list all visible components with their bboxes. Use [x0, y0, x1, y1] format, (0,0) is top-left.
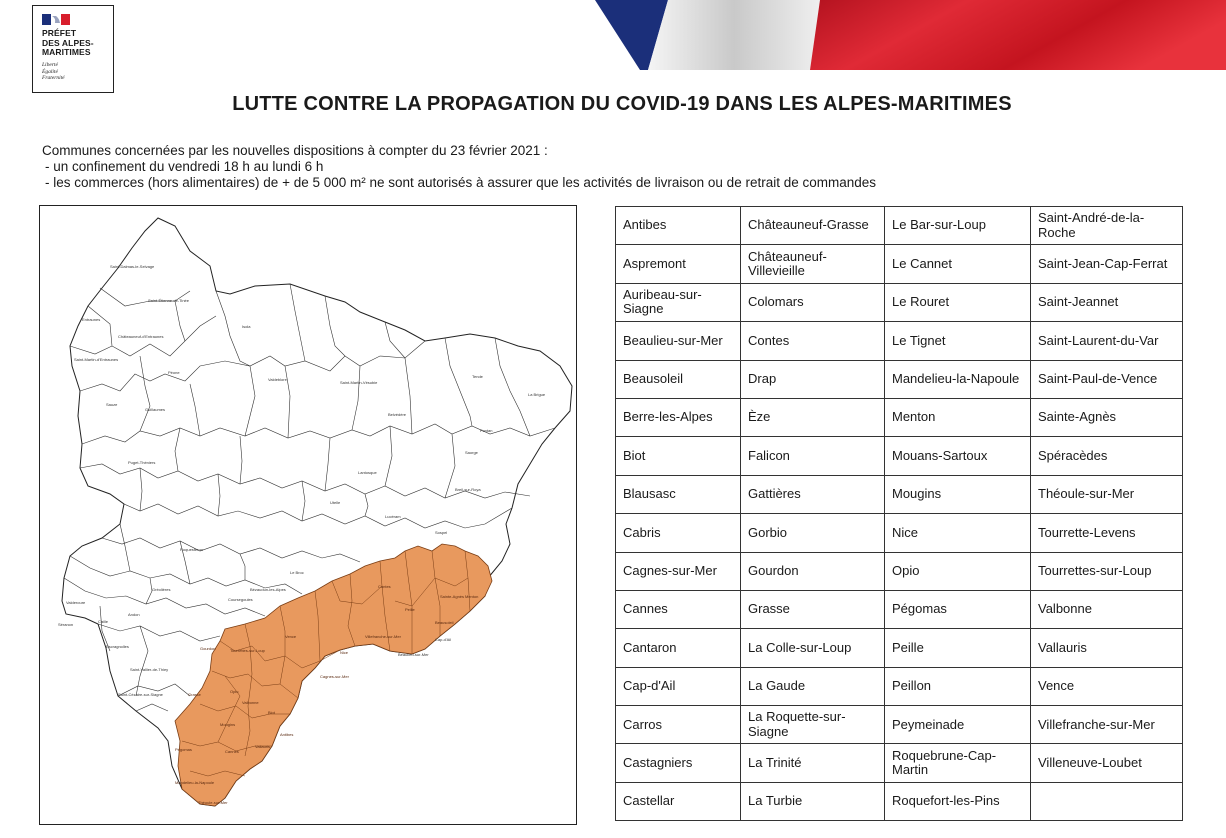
map-label: Entraunes — [82, 317, 101, 322]
table-cell: Carros — [616, 706, 741, 744]
table-cell: La Gaude — [741, 667, 885, 705]
map-label: Sainte-Agnès — [440, 594, 465, 599]
table-row — [616, 706, 1183, 744]
table-cell: La Colle-sur-Loup — [741, 629, 885, 667]
map-label: Isola — [242, 324, 251, 329]
table-row — [616, 667, 1183, 705]
map-label: Péone — [168, 370, 180, 375]
map-label: Mandelieu-la-Napoule — [175, 780, 215, 785]
table-cell: Le Cannet — [885, 245, 1031, 283]
map-label: Contes — [378, 584, 391, 589]
map-label: Saint-Vallier-de-Thiey — [130, 667, 169, 672]
table-cell: Spéracèdes — [1031, 437, 1183, 475]
department-map — [39, 205, 577, 825]
table-cell: Saint-Jeannet — [1031, 283, 1183, 321]
table-cell: Gattières — [741, 475, 885, 513]
table-cell: Valbonne — [1031, 590, 1183, 628]
map-label: Vallauris — [255, 744, 271, 749]
map-label: Châteauneuf-d'Entraunes — [118, 334, 164, 339]
map-label: Sauze — [106, 402, 118, 407]
logo-title-line: DES ALPES- — [42, 37, 94, 48]
map-label: Vence — [285, 634, 297, 639]
table-cell: Mougins — [885, 475, 1031, 513]
table-cell: Peille — [885, 629, 1031, 667]
map-label: Saint-Martin-Vésubie — [340, 380, 378, 385]
map-label: Andon — [128, 612, 140, 617]
table-cell: Le Bar-sur-Loup — [885, 207, 1031, 245]
table-cell: Saint-Jean-Cap-Ferrat — [1031, 245, 1183, 283]
prefecture-logo — [32, 5, 114, 93]
table-cell: Castagniers — [616, 744, 741, 782]
logo-motto-line: Égalité — [42, 68, 58, 75]
map-label: Puget-Théniers — [128, 460, 156, 465]
table-row — [616, 782, 1183, 820]
table-cell: Aspremont — [616, 245, 741, 283]
table-cell: Blausasc — [616, 475, 741, 513]
table-cell: Le Rouret — [885, 283, 1031, 321]
department-outline — [62, 218, 572, 806]
intro-line: - un confinement du vendredi 18 h au lundi 6 h — [45, 159, 324, 174]
table-cell: Villeneuve-Loubet — [1031, 744, 1183, 782]
table-cell: Colomars — [741, 283, 885, 321]
table-cell: Peymeinade — [885, 706, 1031, 744]
table-cell: La Roquette-sur-Siagne — [741, 706, 885, 744]
table-cell: Tourrette-Levens — [1031, 514, 1183, 552]
table-cell: Cap-d'Ail — [616, 667, 741, 705]
map-label: Bézaudun-les-Alpes — [250, 587, 286, 592]
table-cell: Contes — [741, 322, 885, 360]
logo-motto-line: Liberté — [42, 62, 58, 68]
table-cell: Mandelieu-la-Napoule — [885, 360, 1031, 398]
map-label: La Brigue — [528, 392, 546, 397]
map-label: Le Broc — [290, 570, 304, 575]
table-row — [616, 322, 1183, 360]
map-label: Menton — [465, 594, 479, 599]
map-label: Gourdon — [200, 646, 216, 651]
table-row — [616, 207, 1183, 245]
table-cell: Cantaron — [616, 629, 741, 667]
table-row — [616, 475, 1183, 513]
table-cell: Cagnes-sur-Mer — [616, 552, 741, 590]
map-label: Lucéram — [385, 514, 401, 519]
table-cell: Nice — [885, 514, 1031, 552]
table-row — [616, 629, 1183, 667]
map-label: Valderoure — [66, 600, 86, 605]
map-label: Guillaumes — [145, 407, 166, 412]
table-cell: Châteauneuf-Grasse — [741, 207, 885, 245]
map-label: Caille — [98, 619, 109, 624]
map-label: Beaulieu-sur-Mer — [398, 652, 429, 657]
map-label: Nice — [340, 650, 349, 655]
map-label: Antibes — [280, 732, 294, 737]
map-label: Saint-Dalmas-le-Selvage — [110, 264, 155, 269]
table-cell: Beausoleil — [616, 360, 741, 398]
table-cell: La Turbie — [741, 782, 885, 820]
table-cell: Gourdon — [741, 552, 885, 590]
table-row — [616, 744, 1183, 782]
table-cell: Villefranche-sur-Mer — [1031, 706, 1183, 744]
map-label: Gréolières — [152, 587, 171, 592]
intro-line: - les commerces (hors alimentaires) de + de 5 000 m² ne sont autorisés à assurer que les activités de livraison ou de retrait de commandes — [45, 175, 877, 190]
table-cell: Castellar — [616, 782, 741, 820]
map-label: Théoule-sur-Mer — [198, 800, 228, 805]
table-cell: Mouans-Sartoux — [885, 437, 1031, 475]
map-label: Saint-Martin-d'Entraunes — [74, 357, 119, 362]
map-label: Saint-Cézaire-sur-Siagne — [118, 692, 163, 697]
map-label: Grasse — [188, 692, 201, 697]
map-label: Breil-sur-Roya — [455, 487, 481, 492]
map-label: Tourrettes-sur-Loup — [230, 648, 265, 653]
map-label: Valdeblore — [268, 377, 287, 382]
table-cell: Sainte-Agnès — [1031, 398, 1183, 436]
table-row — [616, 437, 1183, 475]
flag-banner — [0, 0, 1226, 70]
map-label: Saorge — [465, 450, 478, 455]
logo-title-line: MARITIMES — [42, 47, 91, 57]
map-label: Escragnolles — [106, 644, 129, 649]
map-label: Utelle — [330, 500, 341, 505]
table-cell: Beaulieu-sur-Mer — [616, 322, 741, 360]
table-cell: Gorbio — [741, 514, 885, 552]
table-cell: Cannes — [616, 590, 741, 628]
table-cell: Peillon — [885, 667, 1031, 705]
map-label: Valbonne — [242, 700, 259, 705]
map-label: Cagnes-sur-Mer — [320, 674, 349, 679]
intro-text — [42, 143, 876, 191]
table-row — [616, 552, 1183, 590]
communes-table — [615, 206, 1183, 821]
table-cell: Auribeau-sur-Siagne — [616, 283, 741, 321]
map-label: Villefranche-sur-Mer — [365, 634, 401, 639]
logo-motto — [42, 62, 65, 82]
map-label: Sospel — [435, 530, 448, 535]
communes-table-body — [616, 207, 1183, 821]
intro-line: Communes concernées par les nouvelles dispositions à compter du 23 février 2021 : — [42, 143, 548, 158]
table-row — [616, 360, 1183, 398]
table-cell: Menton — [885, 398, 1031, 436]
page-title: LUTTE CONTRE LA PROPAGATION DU COVID-19 DANS LES ALPES-MARITIMES — [232, 93, 1012, 115]
marianne-flag-icon — [42, 14, 70, 25]
table-cell: Opio — [885, 552, 1031, 590]
table-row — [616, 590, 1183, 628]
map-label: Roquesteron — [180, 547, 203, 552]
table-cell: Berre-les-Alpes — [616, 398, 741, 436]
map-label: Cannes — [225, 749, 239, 754]
table-cell: Saint-André-de-la-Roche — [1031, 207, 1183, 245]
table-cell: Vallauris — [1031, 629, 1183, 667]
table-cell: Saint-Paul-de-Vence — [1031, 360, 1183, 398]
map-label: Fontan — [480, 428, 493, 433]
table-cell: La Trinité — [741, 744, 885, 782]
map-label: Séranon — [58, 622, 74, 627]
map-label: Cap-d'Ail — [435, 637, 452, 642]
table-cell: Théoule-sur-Mer — [1031, 475, 1183, 513]
table-cell: Cabris — [616, 514, 741, 552]
logo-title-line: PRÉFET — [42, 28, 77, 38]
table-cell: Tourrettes-sur-Loup — [1031, 552, 1183, 590]
logo-motto-line: Fraternité — [42, 75, 65, 81]
map-label: Biot — [268, 710, 275, 715]
table-cell: Biot — [616, 437, 741, 475]
table-cell: Drap — [741, 360, 885, 398]
map-label: Opio — [230, 689, 239, 694]
map-label: Coursegoules — [228, 597, 253, 602]
table-cell: Falicon — [741, 437, 885, 475]
table-cell: Antibes — [616, 207, 741, 245]
map-svg — [40, 206, 578, 826]
table-cell: Roquefort-les-Pins — [885, 782, 1031, 820]
table-cell: Roquebrune-Cap-Martin — [885, 744, 1031, 782]
table-cell: Pégomas — [885, 590, 1031, 628]
table-row — [616, 245, 1183, 283]
table-cell: Èze — [741, 398, 885, 436]
table-cell: Châteauneuf-Villevieille — [741, 245, 885, 283]
table-cell: Saint-Laurent-du-Var — [1031, 322, 1183, 360]
map-label: Saint-Étienne-de-Tinée — [148, 298, 189, 303]
table-row — [616, 283, 1183, 321]
map-label: Pégomas — [175, 747, 192, 752]
map-label: Mougins — [220, 722, 236, 727]
map-label: Belvédère — [388, 412, 407, 417]
table-cell: Grasse — [741, 590, 885, 628]
table-row — [616, 514, 1183, 552]
table-cell — [1031, 782, 1183, 820]
logo-title — [42, 29, 112, 58]
table-cell: Le Tignet — [885, 322, 1031, 360]
map-label: Beausoleil — [435, 620, 454, 625]
map-label: Tende — [472, 374, 483, 379]
map-label: Lantosque — [358, 470, 377, 475]
table-cell: Vence — [1031, 667, 1183, 705]
map-label: Peille — [405, 607, 415, 612]
table-row — [616, 398, 1183, 436]
